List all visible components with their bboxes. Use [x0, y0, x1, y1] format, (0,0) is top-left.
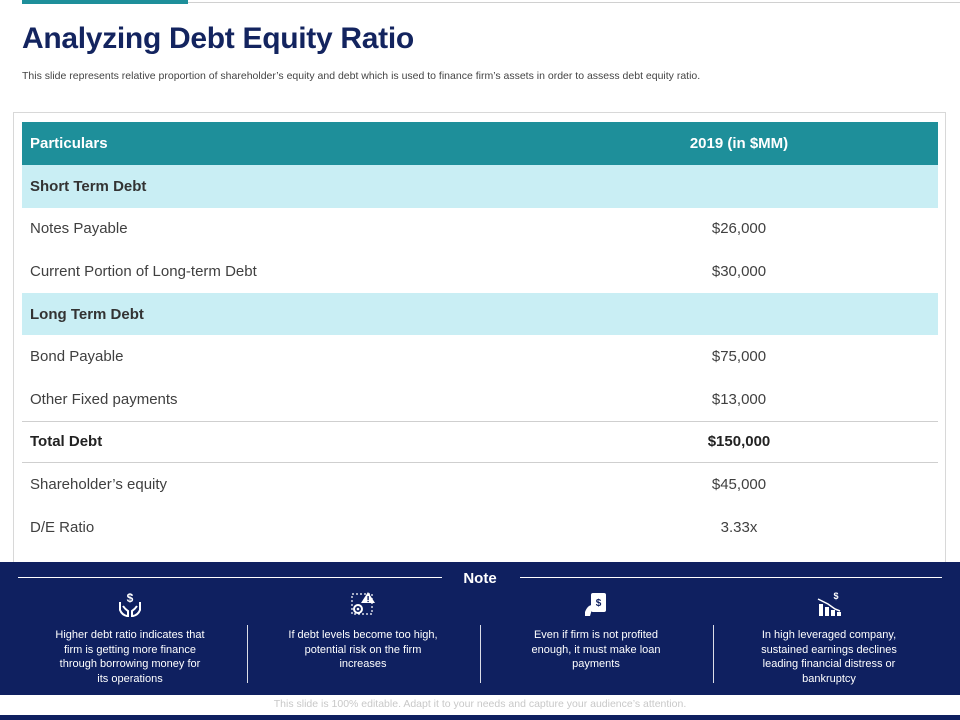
money-hands-icon: [116, 590, 144, 618]
total-row: [22, 421, 938, 464]
row-label: Other Fixed payments: [30, 390, 178, 408]
table-row: [22, 378, 938, 421]
debt-table: [22, 122, 938, 548]
note-text: Higher debt ratio indicates that firm is getting more finance through borrowing money for its operations: [55, 629, 205, 685]
note-item: [247, 590, 479, 672]
note-text: If debt levels become too high, potential risk on the firm increases: [288, 629, 438, 670]
loan-payment-icon: [582, 590, 610, 618]
row-value: $150,000: [707, 433, 771, 451]
note-item: [480, 590, 712, 672]
note-text: Even if firm is not profited enough, it must make loan payments: [531, 629, 661, 670]
row-label: Long Term Debt: [30, 305, 144, 323]
header-year: 2019 (in $MM): [689, 135, 789, 152]
row-label: D/E Ratio: [30, 518, 95, 536]
top-rule: [188, 2, 960, 3]
svg-text:$: $: [833, 591, 839, 601]
row-label: Current Portion of Long-term Debt: [30, 262, 257, 280]
table-row: [22, 208, 938, 251]
table-row: [22, 250, 938, 293]
table-row: [22, 335, 938, 378]
row-label: Short Term Debt: [30, 177, 147, 195]
bottom-bar: [0, 715, 960, 720]
table-header-row: [22, 122, 938, 165]
row-value: $26,000: [711, 220, 767, 238]
row-value: $30,000: [711, 262, 767, 280]
row-label: Total Debt: [30, 433, 103, 451]
declining-earnings-icon: [815, 590, 843, 618]
row-label: Shareholder’s equity: [30, 475, 168, 493]
page-title: Analyzing Debt Equity Ratio: [22, 22, 414, 55]
row-label: Notes Payable: [30, 220, 128, 238]
risk-gear-icon: [349, 590, 377, 618]
row-value: $13,000: [711, 390, 767, 408]
note-rule-left: [18, 577, 442, 578]
note-text: In high leveraged company, sustained earnings declines leading financial distress or bankruptcy: [761, 629, 897, 685]
note-rule-right: [520, 577, 942, 578]
svg-text:$: $: [595, 598, 602, 609]
page-subtitle: This slide represents relative proportion of shareholder’s equity and debt which is used to finance firm’s assets in order to assess debt equity ratio.: [22, 70, 701, 82]
note-title: Note: [463, 570, 497, 587]
note-item: [713, 590, 945, 686]
accent-bar: [22, 0, 188, 4]
table-row: [22, 463, 938, 506]
table-row: [22, 165, 938, 208]
table-row: [22, 506, 938, 549]
footer-note: This slide is 100% editable. Adapt it to your needs and capture your audience’s attention.: [273, 698, 687, 710]
row-label: Bond Payable: [30, 348, 124, 366]
row-value: $45,000: [711, 475, 767, 493]
header-particulars: Particulars: [30, 135, 108, 152]
row-value: $75,000: [711, 348, 767, 366]
note-band: [0, 562, 960, 695]
note-item: [14, 590, 246, 686]
svg-text:$: $: [126, 591, 134, 605]
row-value: 3.33x: [720, 518, 758, 536]
table-row: [22, 293, 938, 336]
